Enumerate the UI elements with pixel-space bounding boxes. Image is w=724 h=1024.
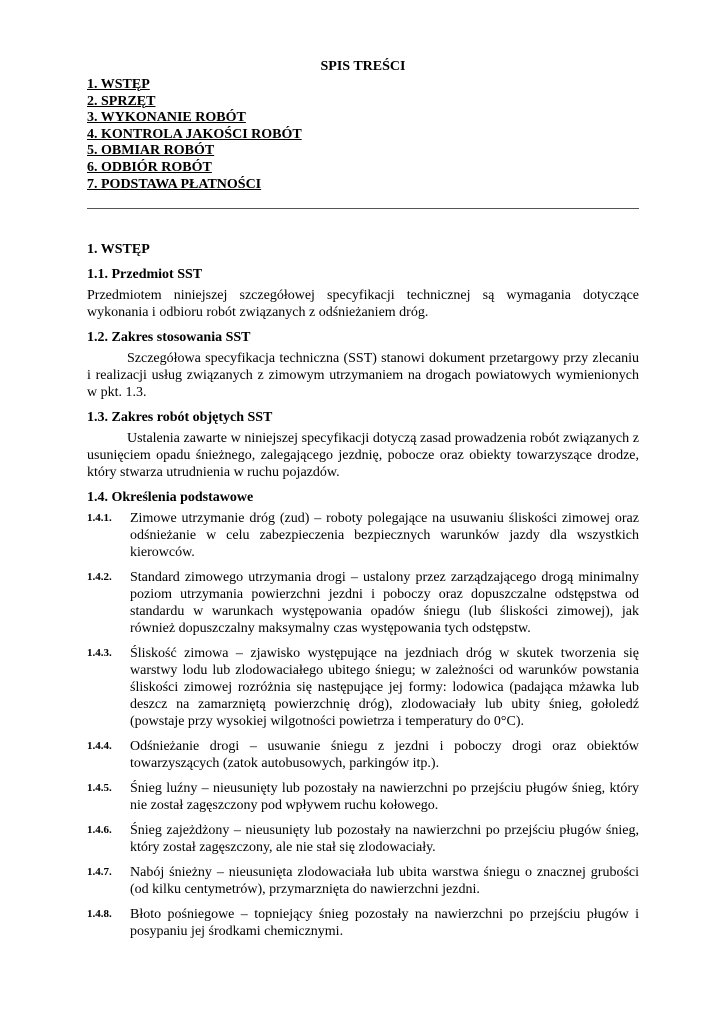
toc-title: SPIS TREŚCI: [320, 59, 406, 74]
definition-number: 1.4.7.: [87, 866, 112, 879]
document-page: [87, 58, 639, 948]
toc-item[interactable]: [87, 77, 639, 94]
table-of-contents: [87, 77, 639, 193]
definition-item: [87, 780, 639, 814]
toc-item[interactable]: [87, 127, 639, 144]
definition-text: Standard zimowego utrzymania drogi – ustalony przez zarządzającego drogą minimalny poziom utrzymania powierzchni jezdni i poboczy oraz dopuszczalne odstępstwa od standardu w warunkach występowania opadów śniegu (lub śliskości zimowej), jak również dopuszczalny maksymalny czas występowania tych odstępstw.: [130, 570, 639, 637]
toc-link-wstep[interactable]: 1. WSTĘP: [87, 77, 150, 92]
toc-item[interactable]: [87, 177, 639, 194]
paragraph: Ustalenia zawarte w niniejszej specyfikacji dotyczą zasad prowadzenia robót związanych z usunięciem opadu śnieżnego, zalegającego jezdnię, pobocze oraz obiekty towarzyszące drodze, który stwarza utrudnienia w ruchu pojazdów.: [87, 431, 639, 481]
definition-item: [87, 864, 639, 898]
toc-item[interactable]: [87, 110, 639, 127]
subsection-heading: 1.1. Przedmiot SST: [87, 267, 203, 283]
definition-text: Nabój śnieżny – nieusunięta zlodowaciała lub ubita warstwa śniegu o znacznej grubości (od kilku centymetrów), przymarznięta do nawierzchni jezdni.: [130, 865, 639, 898]
toc-item[interactable]: [87, 160, 639, 177]
toc-link-sprzet[interactable]: 2. SPRZĘT: [87, 93, 156, 109]
definition-text: Śnieg luźny – nieusunięty lub pozostały na nawierzchni po przejściu pługów śnieg, który nie został zagęszczony pod wpływem ruchu kołowego.: [130, 781, 639, 814]
section-heading: 1. WSTĘP: [87, 242, 150, 258]
definition-item: [87, 906, 639, 940]
toc-link-odbior[interactable]: 6. ODBIÓR ROBÓT: [87, 159, 212, 175]
definition-text: Błoto pośniegowe – topniejący śnieg pozostały na nawierzchni po przejściu pługów i posypaniu jej środkami chemicznymi.: [130, 907, 639, 940]
toc-item[interactable]: [87, 143, 639, 160]
subsection-heading: 1.4. Określenia podstawowe: [87, 490, 254, 506]
definition-number: 1.4.2.: [87, 571, 112, 584]
definition-number: 1.4.1.: [87, 512, 112, 525]
paragraph: Przedmiotem niniejszej szczegółowej specyfikacji technicznej są wymagania dotyczące wykonania i odbioru robót związanych z odśnieżaniem dróg.: [87, 288, 639, 321]
definition-number: 1.4.5.: [87, 782, 112, 795]
definition-text: Zimowe utrzymanie dróg (zud) – roboty polegające na usuwaniu śliskości zimowej oraz odśnieżanie w celu zabezpieczenia bezpiecznych warunków jazdy dla wszystkich kierowców.: [130, 511, 639, 561]
definition-item: [87, 822, 639, 856]
definition-text: Śnieg zajeżdżony – nieusunięty lub pozostały na nawierzchni po przejściu pługów śnieg, który został zagęszczony, ale nie stał się zlodowaciały.: [130, 823, 639, 856]
paragraph: Szczegółowa specyfikacja techniczna (SST) stanowi dokument przetargowy przy zlecaniu i realizacji usług związanych z zimowym utrzymaniem na drogach powiatowych wymienionych w pkt. 1.3.: [87, 351, 639, 401]
definition-number: 1.4.8.: [87, 908, 112, 921]
divider: [87, 208, 639, 209]
toc-link-platnosc[interactable]: 7. PODSTAWA PŁATNOŚCI: [87, 176, 262, 192]
definition-item: [87, 510, 639, 561]
definition-number: 1.4.4.: [87, 740, 112, 753]
subsection-heading: 1.3. Zakres robót objętych SST: [87, 410, 273, 426]
definition-item: [87, 569, 639, 637]
definition-number: 1.4.6.: [87, 824, 112, 837]
toc-item[interactable]: [87, 94, 639, 111]
definition-number: 1.4.3.: [87, 647, 112, 660]
toc-link-kontrola[interactable]: 4. KONTROLA JAKOŚCI ROBÓT: [87, 126, 302, 142]
subsection-heading: 1.2. Zakres stosowania SST: [87, 330, 251, 346]
definition-text: Śliskość zimowa – zjawisko występujące na jezdniach dróg w skutek tworzenia się warstwy lodu lub zlodowaciałego ubitego śniegu; w zależności od warunków powstania śliskości zimowej rozróżnia się następujące jej formy: lodowica (padająca mżawka lub deszcz na zamarzniętą powierzchnię dróg), zlodowaciały lub ubity śnieg, gołoledź (powstaje przy wysokiej wilgotności powietrza i temperatury do 0°C).: [130, 646, 639, 730]
definition-text: Odśnieżanie drogi – usuwanie śniegu z jezdni i poboczy drogi oraz obiektów towarzyszących (zatok autobusowych, parkingów itp.).: [130, 739, 639, 772]
definition-item: [87, 738, 639, 772]
toc-link-obmiar[interactable]: 5. OBMIAR ROBÓT: [87, 143, 215, 159]
definition-item: [87, 645, 639, 730]
toc-link-wykonanie[interactable]: 3. WYKONANIE ROBÓT: [87, 110, 246, 126]
